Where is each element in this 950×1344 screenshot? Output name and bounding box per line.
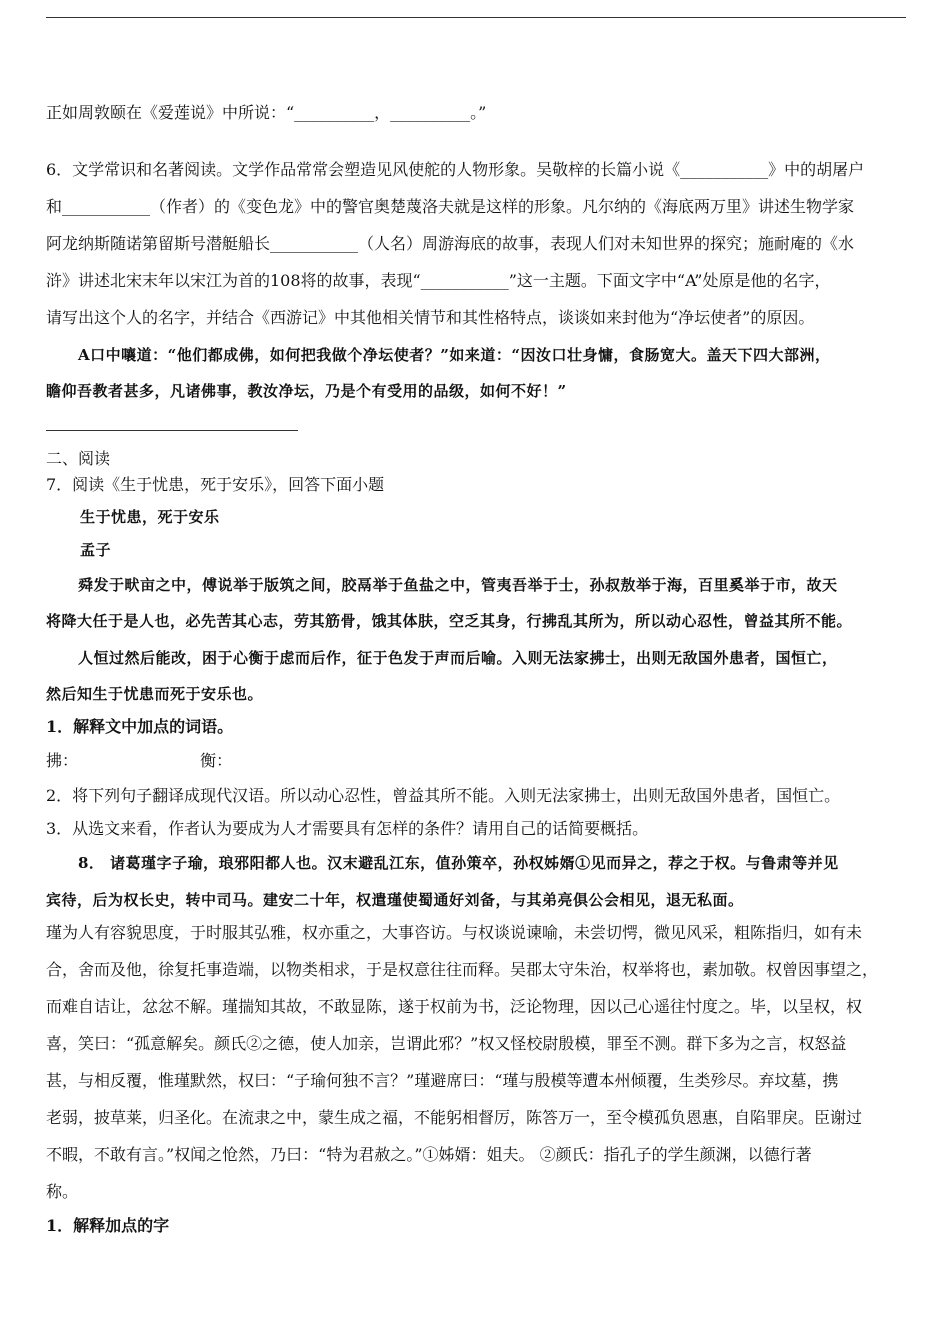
passage-line: 瑾为人有容貌思度，于时服其弘雅，权亦重之，大事咨访。与权谈说谏喻，未尝切愕，微见风采，粗陈指归，如有未 bbox=[46, 923, 863, 942]
passage-line: 老弱，披草莱，归圣化。在流隶之中，蒙生成之福，不能躬相督厉，陈答万一，至令模孤负恩惠，自陷罪戾。臣谢过 bbox=[46, 1108, 863, 1127]
answer-blank-line: 拂： 衡： bbox=[46, 751, 233, 770]
subquestion-3: 3．从选文来看，作者认为要成为人才需要具有怎样的条件？请用自己的话简要概括。 bbox=[46, 819, 649, 838]
question-7-line: 7．阅读《生于忧患，死于安乐》，回答下面小题 bbox=[46, 475, 385, 494]
question-6-line: 6．文学常识和名著阅读。文学作品常常会塑造见风使舵的人物形象。吴敬梓的长篇小说《___________》中的胡屠户 bbox=[46, 160, 865, 179]
passage-line: 而难自诘让，忿忿不解。瑾揣知其故，不敢显陈，遂于权前为书，泛论物理，因以己心遥往忖度之。毕，以呈权，权 bbox=[46, 997, 863, 1016]
text-line: 浒》讲述北宋末年以宋江为首的108将的故事，表现“___________”这一主题。下面文字中“A”处原是他的名字， bbox=[46, 271, 831, 290]
passage-title: 生于忧患，死于安乐 bbox=[80, 508, 220, 526]
section-heading: 二、阅读 bbox=[46, 449, 111, 468]
text-line: 和___________（作者）的《变色龙》中的警官奥楚蔑洛夫就是这样的形象。凡尔纳的《海底两万里》讲述生物学家 bbox=[46, 197, 855, 216]
passage-line: 人恒过然后能改，困于心衡于虑而后作，征于色发于声而后喻。入则无法家拂士，出则无敌国外患者，国恒亡， bbox=[78, 649, 838, 667]
top-rule bbox=[46, 17, 906, 18]
passage-line: 舜发于畎亩之中，傅说举于版筑之间，胶鬲举于鱼盐之中，管夷吾举于士，孙叔敖举于海，百里奚举于市，故天 bbox=[78, 576, 838, 594]
passage-line: 将降大任于是人也，必先苦其心志，劳其筋骨，饿其体肤，空乏其身，行拂乱其所为，所以动心忍性，曾益其所不能。 bbox=[46, 612, 853, 630]
subquestion-2: 2．将下列句子翻译成现代汉语。所以动心忍性，曾益其所不能。入则无法家拂士，出则无敌国外患者，国恒亡。 bbox=[46, 786, 841, 805]
passage-line: 甚，与相反覆，惟瑾默然，权曰：“子瑜何独不言？”瑾避席曰：“瑾与殷模等遭本州倾覆，生类殄尽。弃坟墓，携 bbox=[46, 1071, 839, 1090]
passage-author: 孟子 bbox=[80, 541, 112, 559]
quote-line: A口中嚷道：“他们都成佛，如何把我做个净坛使者？”如来道：“因汝口壮身慵，食肠宽大。盖天下四大部洲， bbox=[78, 346, 831, 364]
passage-line: 喜，笑曰：“孤意解矣。颜氏②之德，使人加亲，岂谓此邪？”权又怪校尉殷模，罪至不测。群下多为之言，权怒益 bbox=[46, 1034, 847, 1053]
passage-line: 称。 bbox=[46, 1182, 79, 1201]
subquestion-1: 1．解释文中加点的词语。 bbox=[46, 717, 234, 736]
text-line: 请写出这个人的名字，并结合《西游记》中其他相关情节和其性格特点，谈谈如来封他为“净坛使者”的原因。 bbox=[46, 308, 815, 327]
answer-rule bbox=[46, 430, 298, 431]
text-line: 阿龙纳斯随诺第留斯号潜艇船长___________（人名）周游海底的故事，表现人们对未知世界的探究；施耐庵的《水 bbox=[46, 234, 855, 253]
text-line: 正如周敦颐在《爱莲说》中所说：“__________，__________。” bbox=[46, 103, 487, 122]
passage-line: 然后知生于忧患而死于安乐也。 bbox=[46, 685, 264, 703]
passage-line: 宾待，后为权长史，转中司马。建安二十年，权遣瑾使蜀通好刘备，与其弟亮俱公会相见，退无私面。 bbox=[46, 891, 744, 909]
question-8-line: 8． 诸葛瑾字子瑜，琅邪阳都人也。汉末避乱江东，值孙策卒，孙权姊婿①见而异之，荐之于权。与鲁肃等并见 bbox=[78, 854, 839, 872]
passage-line: 合，舍而及他，徐复托事造端，以物类相求，于是权意往往而释。吴郡太守朱治，权举将也，素加敬。权曾因事望之， bbox=[46, 960, 879, 979]
subquestion-1: 1．解释加点的字 bbox=[46, 1216, 170, 1235]
passage-line: 不暇，不敢有言。”权闻之怆然，乃曰：“特为君赦之。”①姊婿：姐夫。 ②颜氏：指孔子的学生颜渊，以德行著 bbox=[46, 1145, 812, 1164]
quote-line: 瞻仰吾教者甚多，凡诸佛事，教汝净坛，乃是个有受用的品级，如何不好！” bbox=[46, 382, 567, 400]
